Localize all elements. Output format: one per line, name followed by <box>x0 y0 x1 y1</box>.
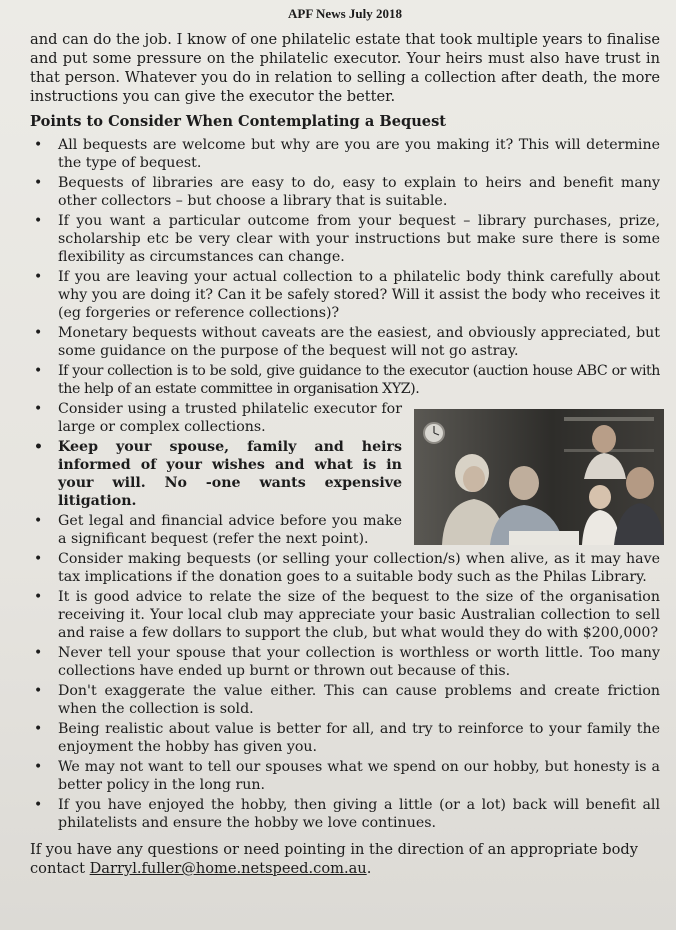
list-item: • If you have enjoyed the hobby, then giving a little (or a lot) back will benefit all philatelists and ensure the hobby we love continues. <box>30 796 660 832</box>
section-heading: Points to Consider When Contemplating a Bequest <box>30 113 447 130</box>
list-item: • We may not want to tell our spouses what we spend on our hobby, but honesty is a better policy in the long run. <box>30 758 660 794</box>
list-item: • Get legal and financial advice before you make a significant bequest (refer the next point). <box>30 512 402 548</box>
family-photo-illustration <box>414 409 664 545</box>
closing-suffix: . <box>366 860 372 877</box>
list-item: • Being realistic about value is better for all, and try to reinforce to your family the enjoyment the hobby has given you. <box>30 720 660 756</box>
list-item-emphasis: • Keep your spouse, family and heirs informed of your wishes and what is in your will. No -one wants expensive litigation. <box>30 438 402 510</box>
closing-text: If you have any questions or need pointing in the direction of an appropriate body contact <box>30 841 638 877</box>
list-item: • If you are leaving your actual collection to a philatelic body think carefully about why you are doing it? Can it be safely stored? Will it assist the body who receives it (eg forgeries or reference collections)? <box>30 268 660 322</box>
list-item: • Consider making bequests (or selling your collection/s) when alive, as it may have tax implications if the donation goes to a suitable body such as the Philas Library. <box>30 550 660 586</box>
list-item: • Consider using a trusted philatelic executor for large or complex collections. <box>30 400 402 436</box>
list-item: • Don't exaggerate the value either. This can cause problems and create friction when the collection is sold. <box>30 682 660 718</box>
page-header: APF News July 2018 <box>288 6 402 21</box>
list-item: • Never tell your spouse that your collection is worthless or worth little. Too many collections have ended up burnt or thrown out because of this. <box>30 644 660 680</box>
list-item: • It is good advice to relate the size of the bequest to the size of the organisation receiving it. Your local club may appreciate your basic Australian collection to sell and raise a few dollars to support the club, but what would they do with $200,000? <box>30 588 660 642</box>
list-item: • If your collection is to be sold, give guidance to the executor (auction house ABC or with the help of an estate committee in organisation XYZ). <box>30 362 660 398</box>
closing-paragraph <box>30 840 660 878</box>
contact-email-link[interactable]: Darryl.fuller@home.netspeed.com.au <box>89 860 367 877</box>
list-item: • All bequests are welcome but why are you are you making it? This will determine the type of bequest. <box>30 136 660 172</box>
list-item: • Monetary bequests without caveats are the easiest, and obviously appreciated, but some guidance on the purpose of the bequest will not go astray. <box>30 324 660 360</box>
family-photo <box>414 409 664 545</box>
list-item: • If you want a particular outcome from your bequest – library purchases, prize, scholarship etc be very clear with your instructions but make sure there is some flexibility as circumstances can change. <box>30 212 660 266</box>
list-item: • Bequests of libraries are easy to do, easy to explain to heirs and benefit many other collectors – but choose a library that is suitable. <box>30 174 660 210</box>
intro-paragraph: and can do the job. I know of one philatelic estate that took multiple years to finalise and put some pressure on the philatelic executor. Your heirs must also have trust in that person. Whatever you do in relation to selling a collection after death, the more instructions you can give the executor the better. <box>30 31 660 105</box>
